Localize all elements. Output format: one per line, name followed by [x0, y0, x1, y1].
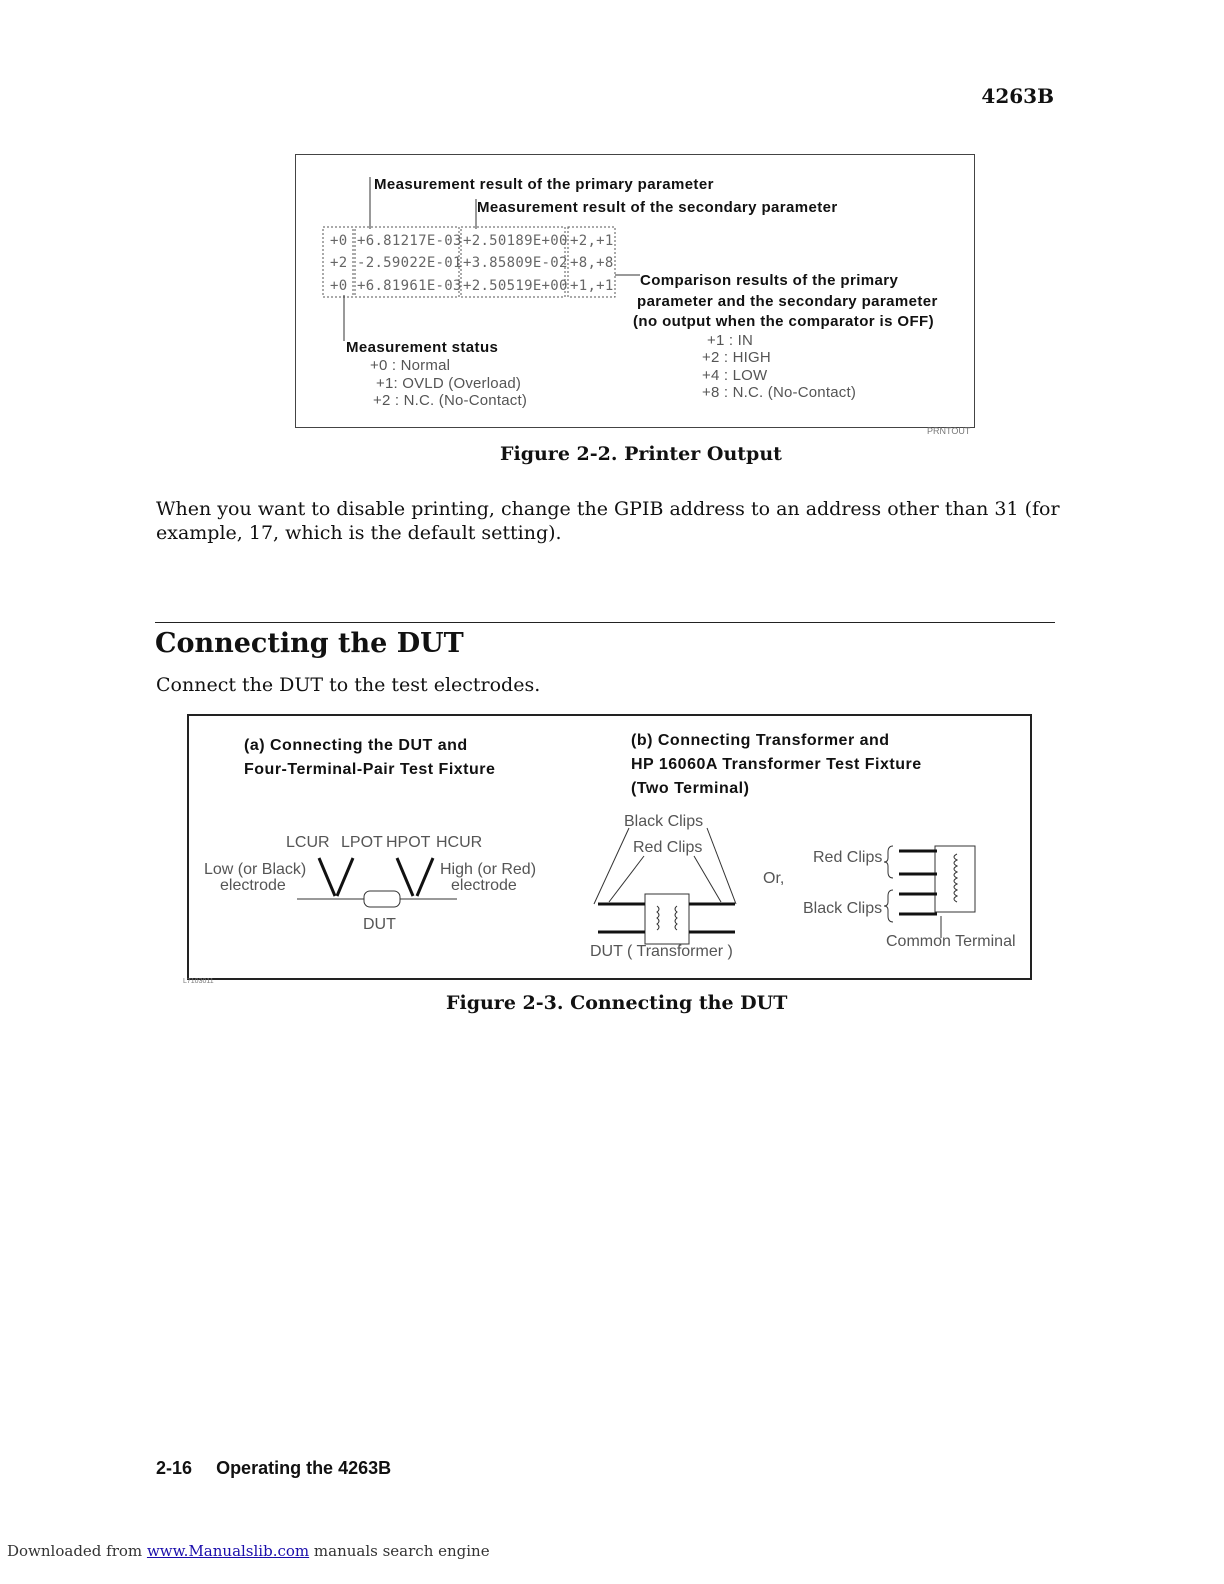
part-a-title-1: (a) Connecting the DUT and	[244, 737, 468, 754]
black-clips-right-label: Black Clips	[803, 900, 883, 917]
dut-transformer-label: DUT ( Transformer )	[590, 943, 733, 960]
dut-label: DUT	[363, 916, 396, 933]
page-number: 2-16	[156, 1458, 193, 1478]
row3-status: +0	[330, 278, 348, 294]
figure2-caption: Figure 2-3. Connecting the DUT	[446, 992, 788, 1014]
row2-comparison: +8,+8	[570, 255, 614, 271]
comparison-code-1: +1 : IN	[707, 332, 754, 349]
low-electrode-1: Low (or Black)	[204, 861, 307, 878]
row1-status: +0	[330, 233, 348, 249]
status-title: Measurement status	[346, 339, 499, 356]
row1-secondary: +2.50189E+00	[463, 233, 568, 249]
paragraph-line-1: When you want to disable printing, change the GPIB address to an address other than 31 (for	[156, 498, 1060, 520]
red-clips-label: Red Clips	[633, 839, 703, 856]
download-suffix: manuals search engine	[313, 1542, 490, 1560]
manualslib-link[interactable]: www.Manualslib.com	[146, 1542, 310, 1560]
comparison-title-3: (no output when the comparator is OFF)	[633, 313, 935, 330]
row3-comparison: +1,+1	[570, 278, 614, 294]
model-header: 4263B	[981, 84, 1054, 108]
figure2-tag: L7103011	[183, 978, 214, 985]
hcur-label: HCUR	[436, 834, 483, 851]
high-electrode-2: electrode	[451, 877, 517, 894]
comparison-code-8: +8 : N.C. (No-Contact)	[702, 384, 857, 401]
low-electrode-2: electrode	[220, 877, 286, 894]
common-terminal-label: Common Terminal	[886, 933, 1016, 950]
row1-primary: +6.81217E-03	[357, 233, 462, 249]
comparison-code-4: +4 : LOW	[702, 367, 768, 384]
lcur-label: LCUR	[286, 834, 330, 851]
lpot-label: LPOT	[341, 834, 383, 851]
comparison-code-2: +2 : HIGH	[702, 349, 771, 366]
hpot-label: HPOT	[386, 834, 431, 851]
section-title: Connecting the DUT	[155, 628, 464, 659]
row1-comparison: +2,+1	[570, 233, 614, 249]
connecting-dut-figure	[187, 714, 1032, 980]
figure1-caption: Figure 2-2. Printer Output	[500, 443, 782, 465]
part-b-title-1: (b) Connecting Transformer and	[631, 732, 890, 749]
primary-label: Measurement result of the primary parameter	[374, 176, 714, 193]
download-notice	[7, 1542, 490, 1560]
row2-secondary: +3.85809E-02	[463, 255, 568, 271]
red-clips-right-label: Red Clips	[813, 849, 883, 866]
status-code-2: +2 : N.C. (No-Contact)	[373, 392, 528, 409]
black-clips-label: Black Clips	[624, 813, 704, 830]
status-code-1: +1: OVLD (Overload)	[376, 375, 522, 392]
footer-title: Operating the 4263B	[216, 1458, 392, 1478]
row3-primary: +6.81961E-03	[357, 278, 462, 294]
high-electrode-1: High (or Red)	[440, 861, 537, 878]
row2-status: +2	[330, 255, 348, 271]
secondary-label: Measurement result of the secondary parameter	[477, 199, 838, 216]
section-divider	[155, 622, 1055, 623]
row3-secondary: +2.50519E+00	[463, 278, 568, 294]
row2-primary: -2.59022E-01	[357, 255, 462, 271]
status-code-0: +0 : Normal	[370, 357, 451, 374]
comparison-title-2: parameter and the secondary parameter	[637, 293, 938, 310]
paragraph-line-2: example, 17, which is the default setting).	[156, 522, 562, 544]
section-paragraph: Connect the DUT to the test electrodes.	[156, 674, 541, 696]
part-b-title-3: (Two Terminal)	[631, 780, 750, 797]
figure1-tag: PRNTOUT	[927, 426, 971, 436]
part-b-title-2: HP 16060A Transformer Test Fixture	[631, 756, 922, 773]
comparison-title-1: Comparison results of the primary	[640, 272, 899, 289]
download-prefix: Downloaded from	[7, 1542, 143, 1560]
part-a-title-2: Four-Terminal-Pair Test Fixture	[244, 761, 496, 778]
printer-output-figure	[295, 154, 975, 428]
page-footer	[156, 1458, 391, 1479]
or-label: Or,	[763, 870, 785, 887]
